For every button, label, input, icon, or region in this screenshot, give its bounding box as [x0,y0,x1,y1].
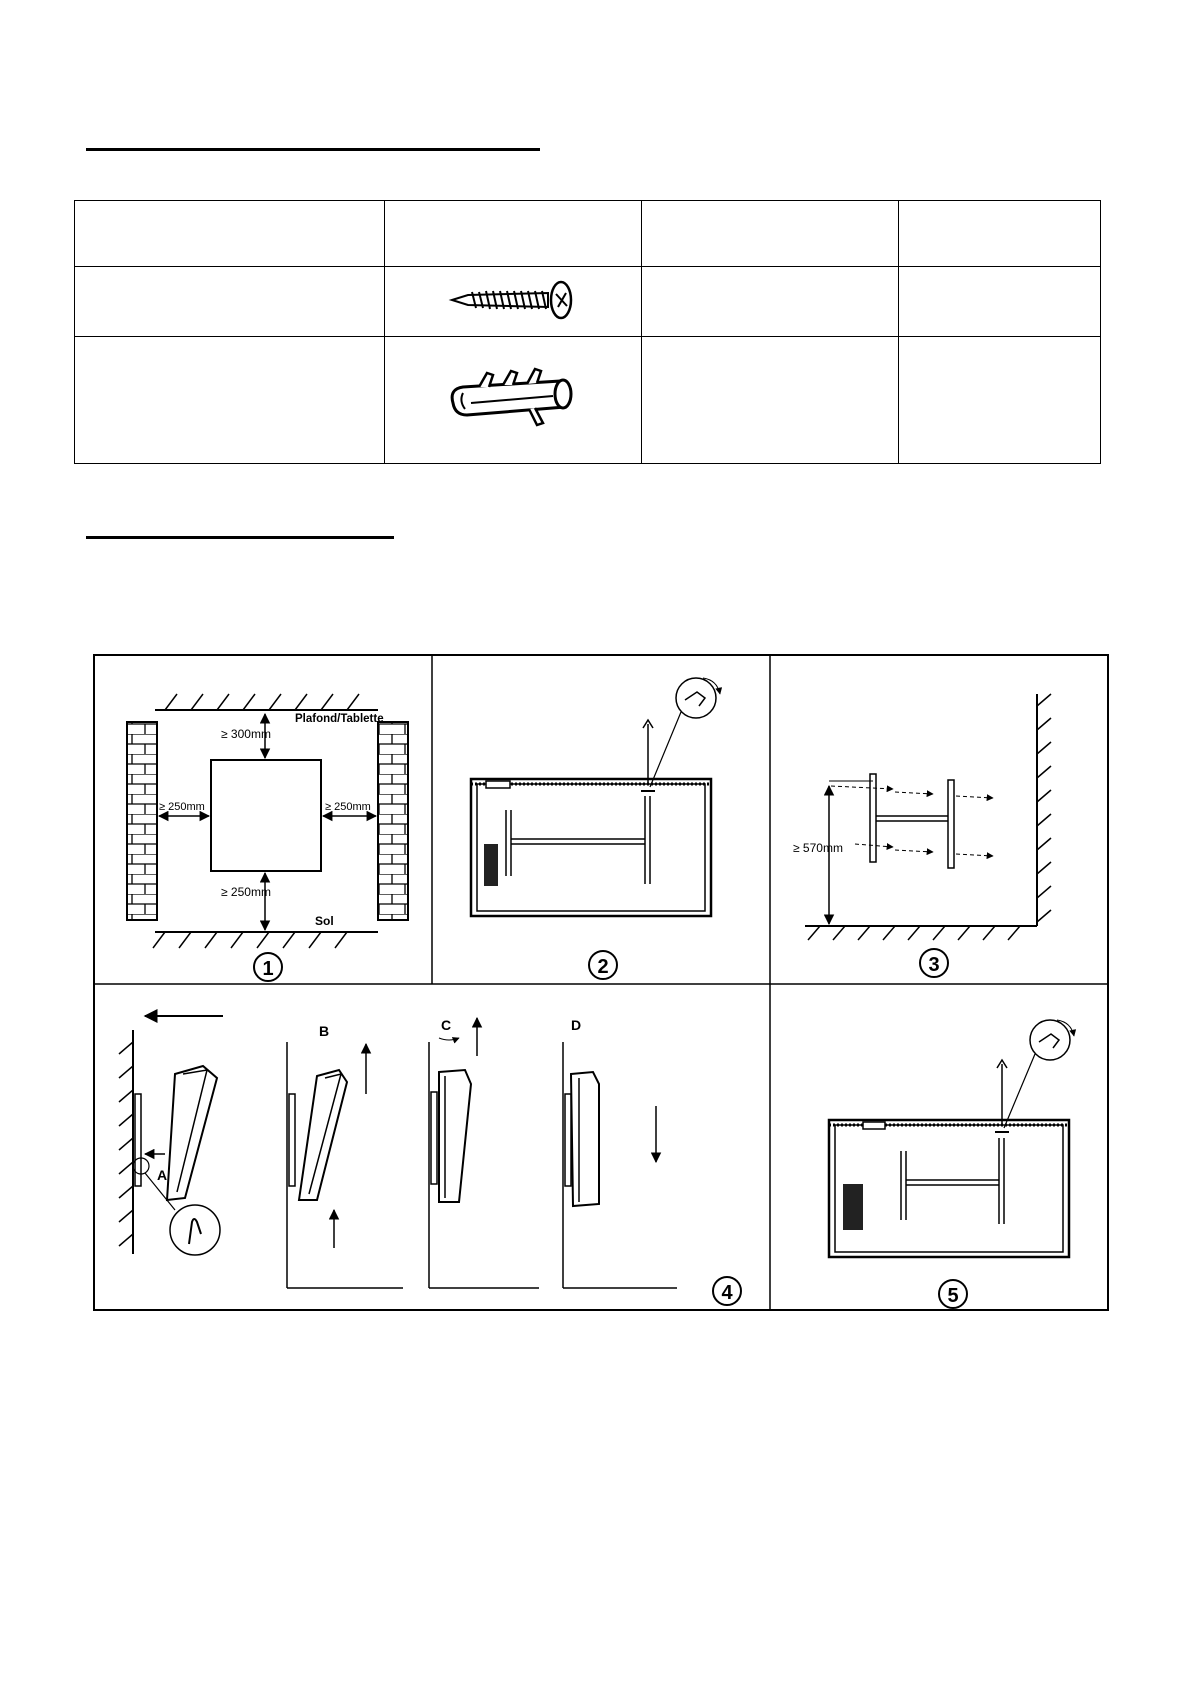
min-height-label: ≥ 570mm [793,841,843,855]
figure-4-hanging-steps [119,1016,741,1305]
table-cell [642,337,899,464]
step-a-label: A [157,1167,168,1183]
screw-icon [448,276,578,322]
ceiling-label: Plafond/Tablette [295,713,384,725]
top-clearance-label: ≥ 300mm [221,727,271,741]
table-cell [899,267,1101,337]
table-cell [642,201,899,267]
table-cell [75,337,385,464]
figure-3-wall-mounting [793,694,1051,977]
figure-number: 3 [928,954,940,976]
floor-label: Sol [315,914,334,928]
table-row [75,267,1101,337]
figure-5-bracket-lock [829,1020,1074,1308]
table-cell [899,201,1101,267]
table-cell [75,201,385,267]
table-row [75,201,1101,267]
table-row [75,337,1101,464]
figure-2-bracket-removal [471,678,720,979]
figure-1-clearances [127,694,408,981]
installation-figures [93,654,1109,1311]
figure-number: 1 [262,958,274,980]
section-1-underline [86,148,540,151]
table-cell [899,337,1101,464]
step-b-label: B [319,1023,330,1039]
figure-number: 5 [947,1285,959,1307]
step-c-label: C [441,1017,452,1033]
figure-number: 4 [721,1282,733,1304]
step-d-label: D [571,1017,582,1033]
bottom-clearance-label: ≥ 250mm [221,885,271,899]
parts-table [74,200,1101,464]
table-cell [385,201,642,267]
section-2-underline [86,536,394,539]
right-clearance-label: ≥ 250mm [325,801,371,813]
figure-number: 2 [597,956,609,978]
wall-plug-icon [443,363,583,433]
left-clearance-label: ≥ 250mm [159,801,205,813]
table-cell [385,337,642,464]
table-cell [642,267,899,337]
table-cell [385,267,642,337]
table-cell [75,267,385,337]
